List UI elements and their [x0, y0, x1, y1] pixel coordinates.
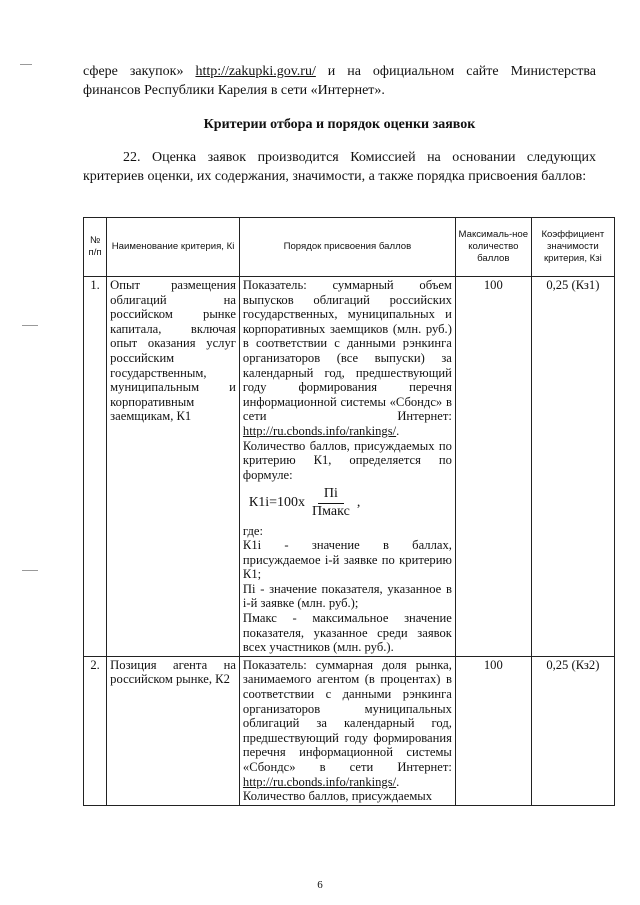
criteria-table	[83, 217, 615, 806]
indicator-text: Показатель: суммарная доля рынка, занимаемого агентом (в процентах) в соответствии с данными рэнкинга организаторов муниципальных облигаций за календарный год, предшествующий году формирования перечня информационной системы «Сбондс» в сети Интернет: http://ru.cbonds.info/rankings/.	[242, 657, 452, 789]
scoring-order	[239, 277, 455, 657]
header-max: Максималь-ное количество баллов	[455, 218, 531, 277]
paragraph-22: 22. Оценка заявок производится Комиссией на основании следующих критериев оценки, их содержания, значимости, а также порядка присвоения баллов:	[83, 150, 596, 184]
count-text: Количество баллов, присуждаемых	[242, 789, 433, 804]
row-number: 1.	[84, 277, 107, 657]
table-header-row	[84, 218, 615, 277]
scan-mark	[20, 64, 32, 65]
zakupki-link[interactable]: http://zakupki.gov.ru/	[195, 64, 316, 79]
indicator-text: Показатель: суммарный объем выпусков облигаций российских государственных, муниципальных и корпоративных заемщиков (млн. руб.) в соответствии с данными рэнкинга организаторов (все выпуски) за календарный год, предшествующий году формирования перечня информационной системы «Сбондс» в сети Интернет: http://ru.cbonds.info/rankings/.	[242, 278, 452, 438]
intro-text-tail: и на официальном сайте Министерства финансов Республики Карелия в сети «Интернет».	[83, 64, 597, 98]
intro-paragraph	[83, 62, 596, 100]
score-formula	[243, 482, 452, 523]
definition: Пi - значение показателя, указанное в i-й заявке (млн. руб.);	[242, 581, 452, 611]
table-row	[84, 277, 615, 657]
header-name: Наименование критерия, Кi	[107, 218, 240, 277]
definition: К1i - значение в баллах, присуждаемое i-й заявке по критерию К1;	[242, 538, 452, 582]
coefficient: 0,25 (Кз1)	[531, 277, 614, 657]
scan-mark	[22, 570, 38, 571]
coefficient: 0,25 (Кз2)	[531, 656, 614, 805]
cbonds-link[interactable]: http://ru.cbonds.info/rankings/	[242, 774, 397, 789]
formula-tail: ,	[356, 495, 361, 511]
page-number: 6	[317, 879, 323, 891]
criterion-name: Опыт размещения облигаций на российском рынке капитала, включая опыт оказания услуг российским государственным, муниципальным и корпоративным заемщикам, К1	[107, 277, 240, 657]
row-number: 2.	[84, 656, 107, 805]
criterion-name: Позиция агента на российском рынке, К2	[107, 656, 240, 805]
max-score: 100	[455, 656, 531, 805]
section-heading: Критерии отбора и порядок оценки заявок	[203, 117, 476, 132]
header-order: Порядок присвоения баллов	[239, 218, 455, 277]
max-score: 100	[455, 277, 531, 657]
where-label: где:	[242, 523, 263, 538]
header-coef: Коэффициент значимости критерия, Кзi	[531, 218, 614, 277]
count-text: Количество баллов, присуждаемых по критерию К1, определяется по формуле:	[242, 438, 452, 482]
formula-fraction	[306, 487, 356, 519]
scan-mark	[22, 325, 38, 326]
table-row	[84, 656, 615, 805]
scoring-order	[239, 656, 455, 805]
intro-text: сфере закупок»	[83, 64, 196, 79]
formula-numerator: Пi	[318, 487, 344, 504]
formula-left: К1i=100x	[248, 495, 306, 511]
header-num: № п/п	[84, 218, 107, 277]
cbonds-link[interactable]: http://ru.cbonds.info/rankings/	[242, 423, 397, 438]
definition: Пмакс - максимальное значение показателя, указанное среди заявок всех участников (млн. руб.).	[242, 611, 452, 655]
formula-denominator: Пмакс	[312, 503, 350, 519]
